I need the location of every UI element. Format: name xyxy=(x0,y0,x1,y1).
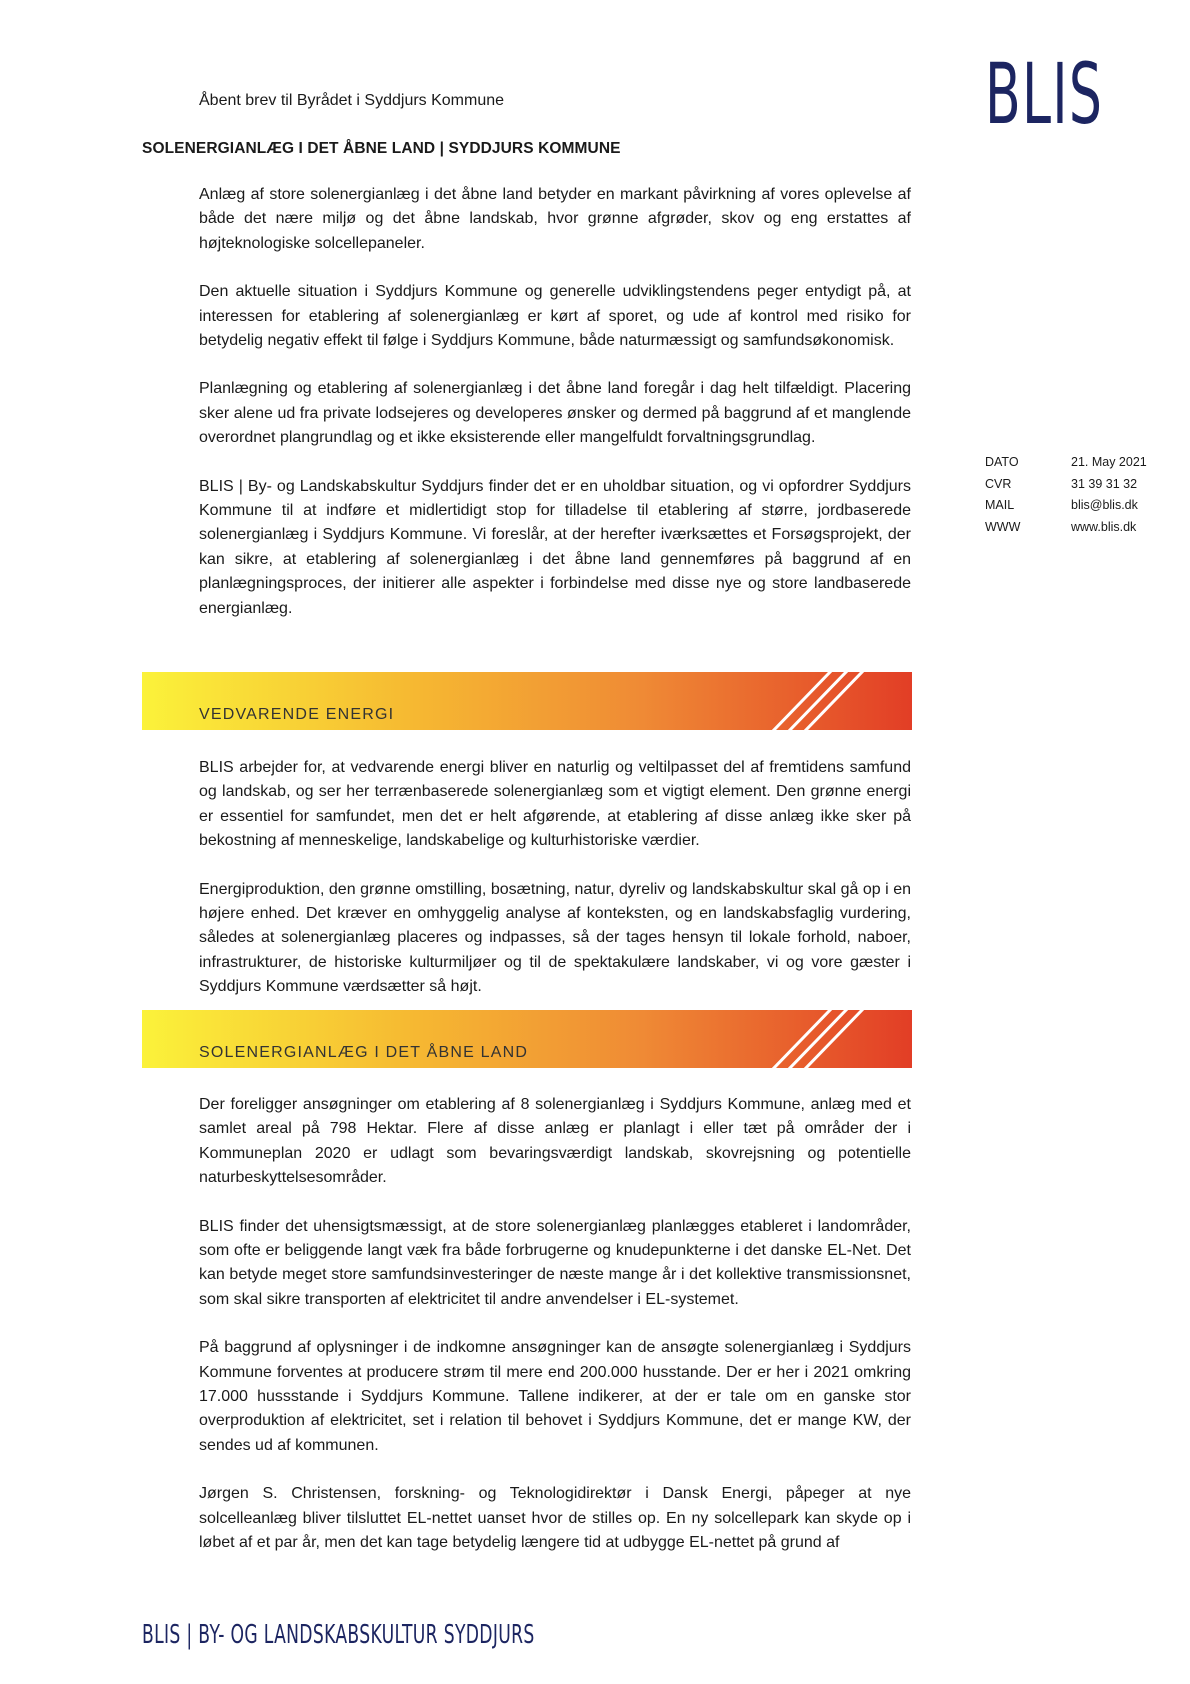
section-banner-vedvarende-energi xyxy=(142,672,912,730)
body-paragraph: På baggrund af oplysninger i de indkomne ansøgninger kan de ansøgte solenergianlæg i Syddjurs Kommune forventes at producere strøm til mere end 200.000 husstande. Der er her i 2021 omkring 17.000 hussstande i Syddjurs Kommune. Tallene indikerer, at der er tale om en ganske stor overproduktion af elektricitet, set i relation til behovet i Syddjurs Kommune, det er mange KW, der sendes ud af kommunen. xyxy=(199,1339,911,1454)
meta-row-www xyxy=(985,517,1147,539)
body-paragraph: Der foreligger ansøgninger om etablering af 8 solenergianlæg i Syddjurs Kommune, anlæg med et samlet areal på 798 Hektar. Flere af disse anlæg er planlagt i eller tæt på områder der i Kommuneplan 2020 er udlagt som bevaringsværdigt landskab, skovrejsning og potentielle naturbeskyttelsesområder. xyxy=(199,1096,911,1187)
meta-key: MAIL xyxy=(985,498,1015,512)
meta-value: 21. May 2021 xyxy=(1071,455,1147,469)
document-title: SOLENERGIANLÆG I DET ÅBNE LAND | SYDDJURS KOMMUNE xyxy=(142,140,621,157)
salutation: Åbent brev til Byrådet i Syddjurs Kommune xyxy=(199,92,505,109)
intro-paragraph: Planlægning og etablering af solenergianlæg i det åbne land foregår i dag helt tilfældigt. Placering sker alene ud fra private lodsejeres og developeres ønsker og dermed på baggrund af et manglende overordnet plangrundlag og et ikke eksisterende eller mangelfuldt forvaltningsgrundlag. xyxy=(199,380,911,447)
section-heading: SOLENERGIANLÆG I DET ÅBNE LAND xyxy=(199,1044,529,1061)
meta-key: WWW xyxy=(985,519,1021,534)
section-heading: VEDVARENDE ENERGI xyxy=(199,706,395,723)
footer-organization-name: BLIS | BY- OG LANDSKABSKULTUR SYDDJURS xyxy=(142,1620,535,1650)
body-paragraph: BLIS arbejder for, at vedvarende energi bliver en naturlig og veltilpasset del af fremtidens samfund og landskab, og ser her terrænbaserede solenergianlæg som et vigtigt element. Den grønne energi er essentiel for samfundet, men det er helt afgørende, at etablering af disse anlæg ikke sker på bekostning af menneskelige, landskabelige og kulturhistoriske værdier. xyxy=(199,759,911,850)
diagonal-stripes-icon xyxy=(752,672,912,730)
contact-info xyxy=(985,452,1147,538)
body-paragraph: Jørgen S. Christensen, forskning- og Teknologidirektør i Dansk Energi, påpeger at nye solcelleanlæg bliver tilsluttet EL-nettet uanset hvor de stilles op. En ny solcellepark kan skyde op i løbet af et par år, men det kan tage betydelig længere tid at udbygge EL-nettet på grund af xyxy=(199,1485,911,1552)
meta-row-mail xyxy=(985,495,1147,517)
meta-row-cvr xyxy=(985,474,1147,496)
section-vedvarende-energi xyxy=(199,756,911,1024)
section-banner-solenergianlaeg xyxy=(142,1010,912,1068)
meta-value: blis@blis.dk xyxy=(1071,498,1138,512)
diagonal-stripes-icon xyxy=(752,1010,912,1068)
meta-key: DATO xyxy=(985,455,1019,469)
intro-section xyxy=(199,183,911,645)
body-paragraph: Energiproduktion, den grønne omstilling, bosætning, natur, dyreliv og landskabskultur skal gå op i en højere enhed. Det kræver en omhyggelig analyse af konteksten, og en landskabsfaglig vurdering, således at solenergianlæg placeres og indpasses, så der tages hensyn til lokale forhold, naboer, infrastrukturer, de historiske kulturmiljøer og til de spektakulære landskaber, vi og vore gæster i Syddjurs Kommune værdsætter så højt. xyxy=(199,880,911,996)
meta-value: 31 39 31 32 xyxy=(1071,476,1138,491)
body-paragraph: BLIS finder det uhensigtsmæssigt, at de store solenergianlæg planlægges etableret i landområder, som ofte er beliggende langt væk fra både forbrugerne og knudepunkterne i det danske EL-Net. Det kan betyde meget store samfundsinvesteringer de næste mange år i det kollektive transmissionsnet, som skal sikre transporten af elektricitet til andre anvendelser i EL-systemet. xyxy=(199,1217,911,1308)
intro-paragraph: Anlæg af store solenergianlæg i det åbne land betyder en markant påvirkning af vores oplevelse af både det nære miljø og det åbne landskab, hvor grønne afgrøder, skov og eng erstattes af højteknologiske solcellepaneler. xyxy=(199,186,911,252)
meta-value: www.blis.dk xyxy=(1071,519,1137,534)
section-solenergianlaeg xyxy=(199,1093,911,1580)
meta-key: CVR xyxy=(985,476,1012,491)
intro-paragraph: Den aktuelle situation i Syddjurs Kommune og generelle udviklingstendens peger entydigt på, at interessen for etablering af solenergianlæg er kørt af sporet, og ude af kontrol med risiko for betydelig negativ effekt til følge i Syddjurs Kommune, både naturmæssigt og samfundsøkonomisk. xyxy=(199,283,911,350)
intro-paragraph: BLIS | By- og Landskabskultur Syddjurs finder det er en uholdbar situation, og vi opfordrer Syddjurs Kommune til at indføre et midlertidigt stop for tilladelse til etablering af større, jordbaserede solenergianlæg i Syddjurs Kommune. Vi foreslår, at der herefter iværksættes et Forsøgsprojekt, der kan sikre, at etablering af solenergianlæg i det åbne land gennemføres på baggrund af en planlægningsproces, der initierer alle aspekter i forbindelse med disse nye og store landbaserede energianlæg. xyxy=(199,477,911,617)
blis-logo: BLIS xyxy=(985,45,1104,143)
meta-row-date xyxy=(985,452,1147,474)
